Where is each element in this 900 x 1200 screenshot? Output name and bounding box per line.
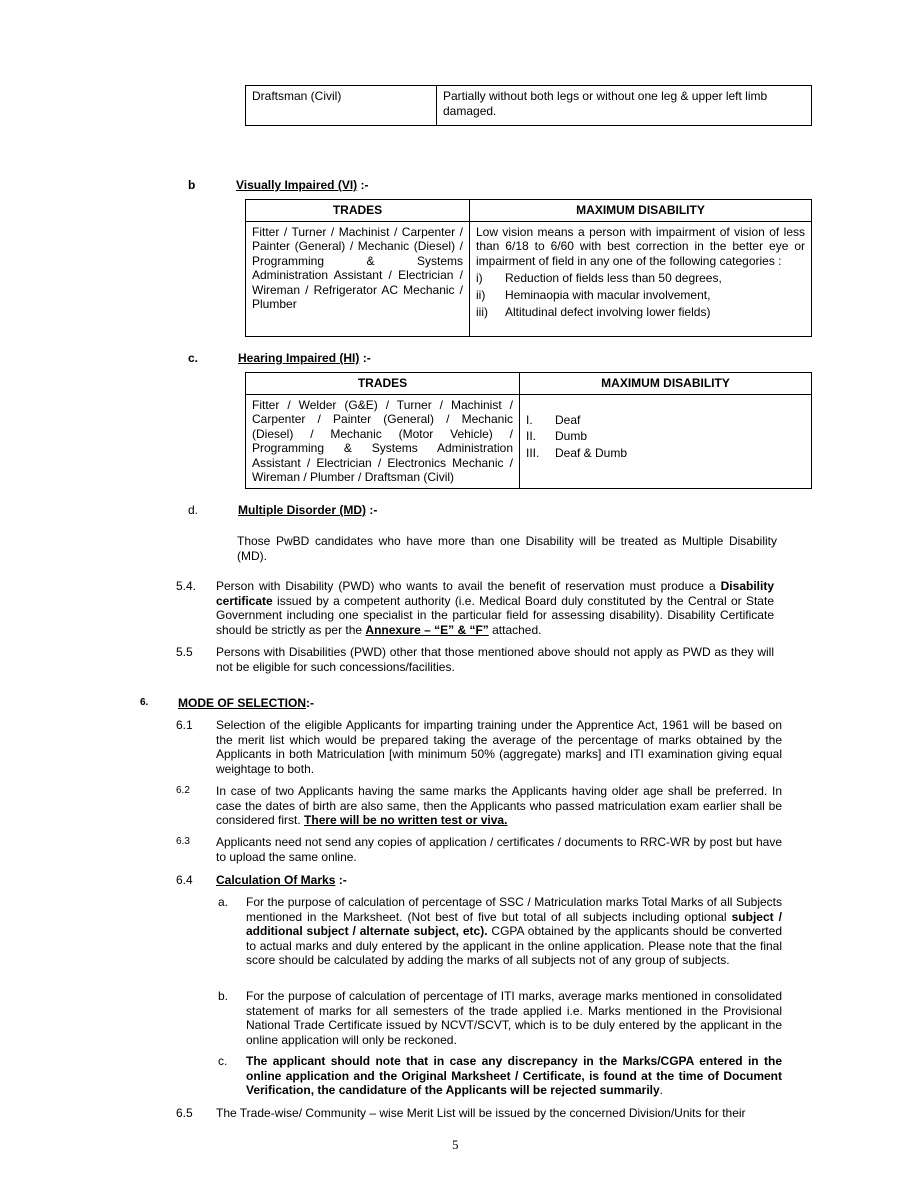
md-heading [238, 503, 377, 518]
section-num-5-4: 5.4. [176, 579, 197, 593]
section-num-6-3: 6.3 [176, 836, 190, 847]
table-row [246, 394, 812, 488]
disability-cell: Partially without both legs or without one leg & upper left limb damaged. [437, 86, 812, 126]
table-header-row [246, 373, 812, 395]
section-num-6-2: 6.2 [176, 785, 190, 796]
md-marker: d. [188, 503, 199, 517]
hi-heading-suffix: :- [359, 351, 371, 365]
section-6-2-text: In case of two Applicants having the same marks the Applicants having older age shall be preferred. In case the dates of birth are also same, then the Applicants who passed matriculation exam earlier shall be considered first. There will be no written test or viva. [216, 784, 782, 827]
section-6-4-heading: Calculation Of Marks :- [216, 873, 347, 887]
section-5-4-text: Person with Disability (PWD) who wants to avail the benefit of reservation must produce a Disability certificate issued by a competent authority (i.e. Medical Board duly constituted by the Central or State Government including one specialist in the particular field for assessing disability). Disability Certificate should be strictly as per the Annexure – “E” & “F” attached. [216, 579, 774, 637]
section-num-6-1: 6.1 [176, 718, 193, 732]
md-text: Those PwBD candidates who have more than one Disability will be treated as Multiple Disability (MD). [237, 534, 777, 563]
list-item: II. Dumb [526, 429, 588, 443]
item-a-text: For the purpose of calculation of percentage of SSC / Matriculation marks Total Marks of all Subjects mentioned in the Marksheet. (Not best of five but total of all subjects including optional subject / additional subject / alternate subject, etc). CGPA obtained by the applicants should be converted to actual marks and duly entered by the applicant in the online application. Please note that the final score should be calculated by adding the marks of all subjects not of any group of subjects. [246, 895, 782, 967]
table-row [246, 86, 812, 126]
vi-table [245, 199, 812, 337]
page-number: 5 [452, 1137, 459, 1152]
item-c-marker: c. [218, 1054, 228, 1068]
item-c-text: The applicant should note that in case any discrepancy in the Marks/CGPA entered in the online application and the Original Marksheet / Certificate, is found at the time of Document Verification, the candidature of the Applicants will be rejected summarily. [246, 1054, 782, 1097]
hi-heading [238, 351, 371, 366]
hi-table [245, 372, 812, 489]
section-num-6: 6. [140, 697, 149, 708]
section-6-heading: MODE OF SELECTION:- [178, 696, 315, 710]
vi-list [476, 271, 805, 320]
hi-trades-cell: Fitter / Welder (G&E) / Turner / Machinist / Carpenter / Painter (General) / Mechanic (Diesel) / Mechanic (Motor Vehicle) / Programming & Systems Administration Assistant / Electrician / Electronics Mechanic / Wireman / Plumber / Draftsman (Civil) [246, 394, 520, 488]
vi-heading [236, 178, 368, 193]
hi-marker: c. [188, 351, 199, 365]
item-b-marker: b. [218, 989, 229, 1003]
md-heading-text: Multiple Disorder (MD) [238, 503, 366, 517]
vi-disability-cell [470, 221, 812, 336]
section-6-3-text: Applicants need not send any copies of application / certificates / documents to RRC-WR by post but have to upload the same online. [216, 835, 782, 864]
table-row [246, 221, 812, 336]
item-b-text: For the purpose of calculation of percentage of ITI marks, average marks mentioned in consolidated statement of marks for all semesters of the trade applied i.e. Marks mentioned in the Provisional National Trade Certificate issued by NCVT/SCVT, which is to be duly entered by the applicant in the online application will only be reckoned. [246, 989, 782, 1047]
vi-heading-suffix: :- [357, 178, 369, 192]
vi-col-trades: TRADES [246, 200, 470, 222]
list-item: iii) Altitudinal defect involving lower fields) [476, 304, 711, 319]
section-num-6-5: 6.5 [176, 1106, 193, 1120]
vi-col-max-disability: MAXIMUM DISABILITY [470, 200, 812, 222]
list-item: ii) Heminaopia with macular involvement, [476, 287, 711, 302]
vi-trades-cell: Fitter / Turner / Machinist / Carpenter / Painter (General) / Mechanic (Diesel) / Programming & Systems Administration Assistant / Electrician / Wireman / Refrigerator AC Mechanic / Plumber [246, 221, 470, 336]
vi-marker: b [188, 178, 196, 192]
section-5-5-text: Persons with Disabilities (PWD) other that those mentioned above should not apply as PWD as they will not be eligible for such concessions/facilities. [216, 645, 774, 674]
section-num-6-4: 6.4 [176, 873, 193, 887]
vi-desc: Low vision means a person with impairment of vision of less than 6/18 to 6/60 with best correction in the better eye or impairment of field in any one of the following categories : [476, 224, 805, 268]
section-num-5-5: 5.5 [176, 645, 193, 659]
top-disability-table [245, 85, 812, 126]
hi-col-trades: TRADES [246, 373, 520, 395]
hi-col-max-disability: MAXIMUM DISABILITY [520, 373, 812, 395]
md-heading-suffix: :- [366, 503, 378, 517]
list-item: III. Deaf & Dumb [526, 445, 628, 460]
list-item: I. Deaf [526, 412, 581, 427]
hi-list [526, 413, 805, 461]
section-6-1-text: Selection of the eligible Applicants for imparting training under the Apprentice Act, 1961 will be based on the merit list which would be prepared taking the average of the percentage of marks obtained by the Applicants in both Matriculation [with minimum 50% (aggregate) marks] and ITI examination giving equal weightage to both. [216, 718, 782, 776]
vi-heading-text: Visually Impaired (VI) [236, 178, 358, 192]
hi-disability-cell [520, 394, 812, 488]
hi-heading-text: Hearing Impaired (HI) [238, 351, 360, 365]
section-6-5-text: The Trade-wise/ Community – wise Merit List will be issued by the concerned Division/Units for their [216, 1106, 746, 1120]
trade-cell: Draftsman (Civil) [246, 86, 437, 126]
table-header-row [246, 200, 812, 222]
item-a-marker: a. [218, 895, 229, 909]
list-item: i) Reduction of fields less than 50 degrees, [476, 270, 722, 285]
